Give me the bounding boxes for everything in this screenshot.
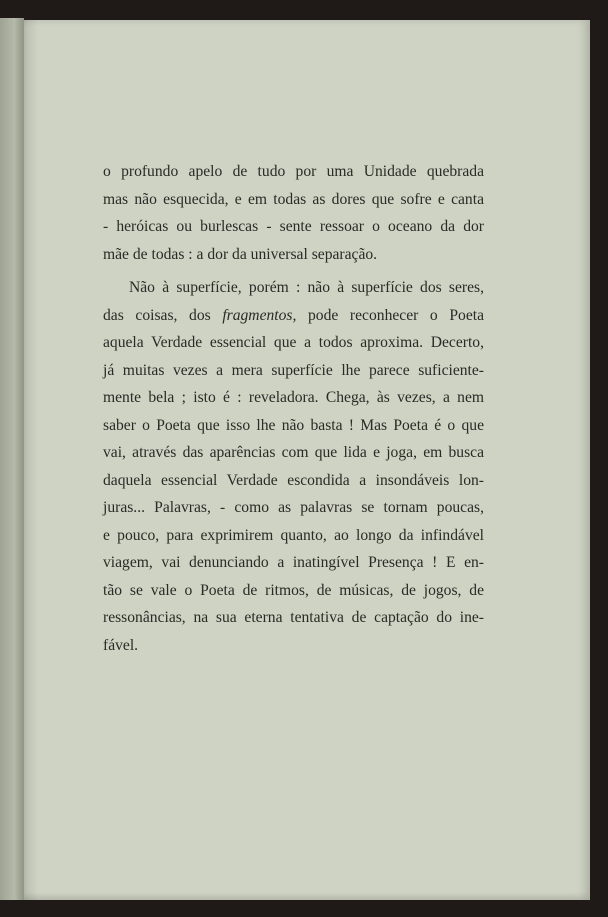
text-line: aquela Verdade essencial que a todos aproxima. Decerto, [103,334,484,351]
text-line: vai, através das aparências com que lida e joga, em busca [103,444,484,461]
text-line: e pouco, para exprimirem quanto, ao longo da infindável [103,526,484,544]
text-line: já muitas vezes a mera superfície lhe parece suficiente- [103,361,484,379]
paragraph-2 [103,274,484,659]
text-line: mente bela ; isto é : reveladora. Chega, às vezes, a nem [103,389,484,406]
text-line-with-italic [103,302,484,330]
text-line: tão se vale o Poeta de ritmos, de músicas, de jogos, de [103,581,484,599]
facing-page-edge [0,18,24,900]
text-span: pode reconhecer o Poeta [296,306,484,324]
page-fold-shadow [24,20,38,900]
text-line: Não à superfície, porém : não à superfície dos seres, [129,279,484,296]
text-line: o profundo apelo de tudo por uma Unidade quebrada [103,163,484,180]
text-line: - heróicas ou burlescas - sente ressoar o oceano da dor [103,218,484,235]
text-line: ressonâncias, na sua eterna tentativa de captação do ine- [103,609,484,626]
text-span: das coisas, dos [103,306,223,324]
text-line: fável. [103,636,139,654]
italic-word: fragmentos, [222,306,297,324]
body-text [103,158,484,659]
text-line: daquela essencial Verdade escondida a insondáveis lon- [103,471,484,489]
text-line: saber o Poeta que isso lhe não basta ! Mas Poeta é o que [103,416,484,434]
text-line: mas não esquecida, e em todas as dores que sofre e canta [103,190,484,208]
text-line: mãe de todas : a dor da universal separação. [103,245,378,263]
paragraph-1 [103,158,484,268]
text-line: juras... Palavras, - como as palavras se tornam poucas, [103,499,484,516]
text-line: viagem, vai denunciando a inatingível Presença ! E en- [103,554,484,571]
book-page [24,20,590,900]
